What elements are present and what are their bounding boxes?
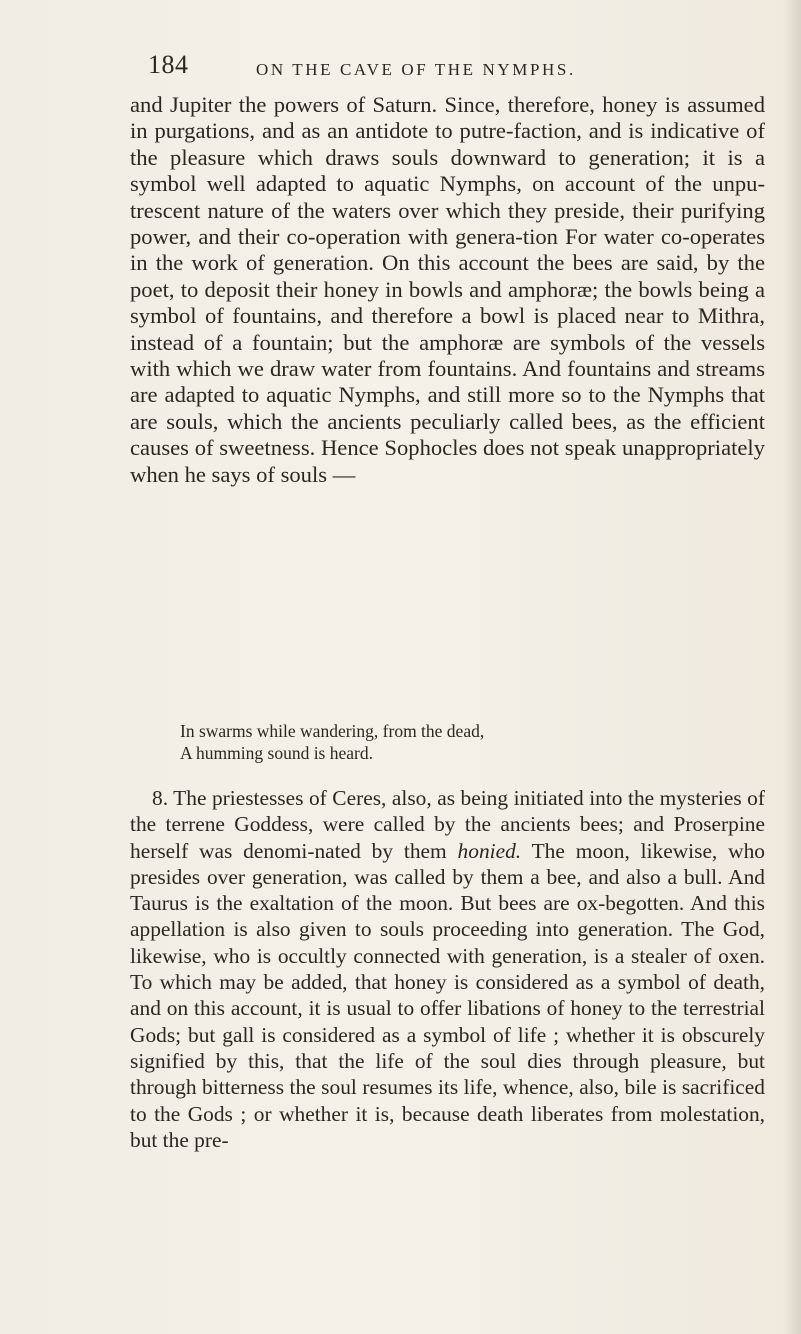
paragraph-2-rest: The moon, likewise, who presides over generation, was called by them a bee, and also a bull. And Taurus is the exaltation of the moon. But bees are ox-begotten. And this appellation is also given to souls proceeding into generation. The God, likewise, who is occultly connected with generation, is a stealer of oxen. To which may be added, that honey is considered as a symbol of death, and on this account, it is usual to offer libations of honey to the terrestrial Gods; but gall is considered as a symbol of life ; whether it is obscurely signified by this, that the life of the soul dies through pleasure, but through bitterness the soul resumes its life, whence, also, bile is sacrificed to the Gods ; or whether it is, because death liberates from molestation, but the pre- [130,838,765,1152]
quote-line-2: A humming sound is heard. [180,743,373,763]
verse-quotation [180,720,700,764]
quote-line-1: In swarms while wandering, from the dead, [180,721,485,741]
body-text [130,92,765,1153]
paragraph-2 [130,785,765,1153]
running-title: ON THE CAVE OF THE NYMPHS. [256,60,576,79]
page-header [148,50,648,86]
page-number: 184 [148,50,189,79]
paragraph-2-italic-word: honied. [457,838,522,863]
paragraph-2-start: 8. The priestesses of Ceres, also, as being initiated into the mysteries of the terrene Goddess, were called by the ancients bees; and Proserpine herself was denomi-nated by them [130,786,765,863]
paragraph-1: and Jupiter the powers of Saturn. Since, therefore, honey is assumed in purgations, and as an antidote to putre-faction, and is indicative of the pleasure which draws souls downward to generation; it is a symbol well adapted to aquatic Nymphs, on account of the unpu-trescent nature of the waters over which they preside, their purifying power, and their co-operation with genera-tion For water co-operates in the work of generation. On this account the bees are said, by the poet, to deposit their honey in bowls and amphoræ; the bowls being a symbol of fountains, and therefore a bowl is placed near to Mithra, instead of a fountain; but the amphoræ are symbols of the vessels with which we draw water from fountains. And fountains and streams are adapted to aquatic Nymphs, and still more so to the Nymphs that are souls, which the ancients peculiarly called bees, as the efficient causes of sweetness. Hence Sophocles does not speak unappropriately when he says of souls — [130,92,765,487]
page-edge-shadow [783,0,801,1334]
